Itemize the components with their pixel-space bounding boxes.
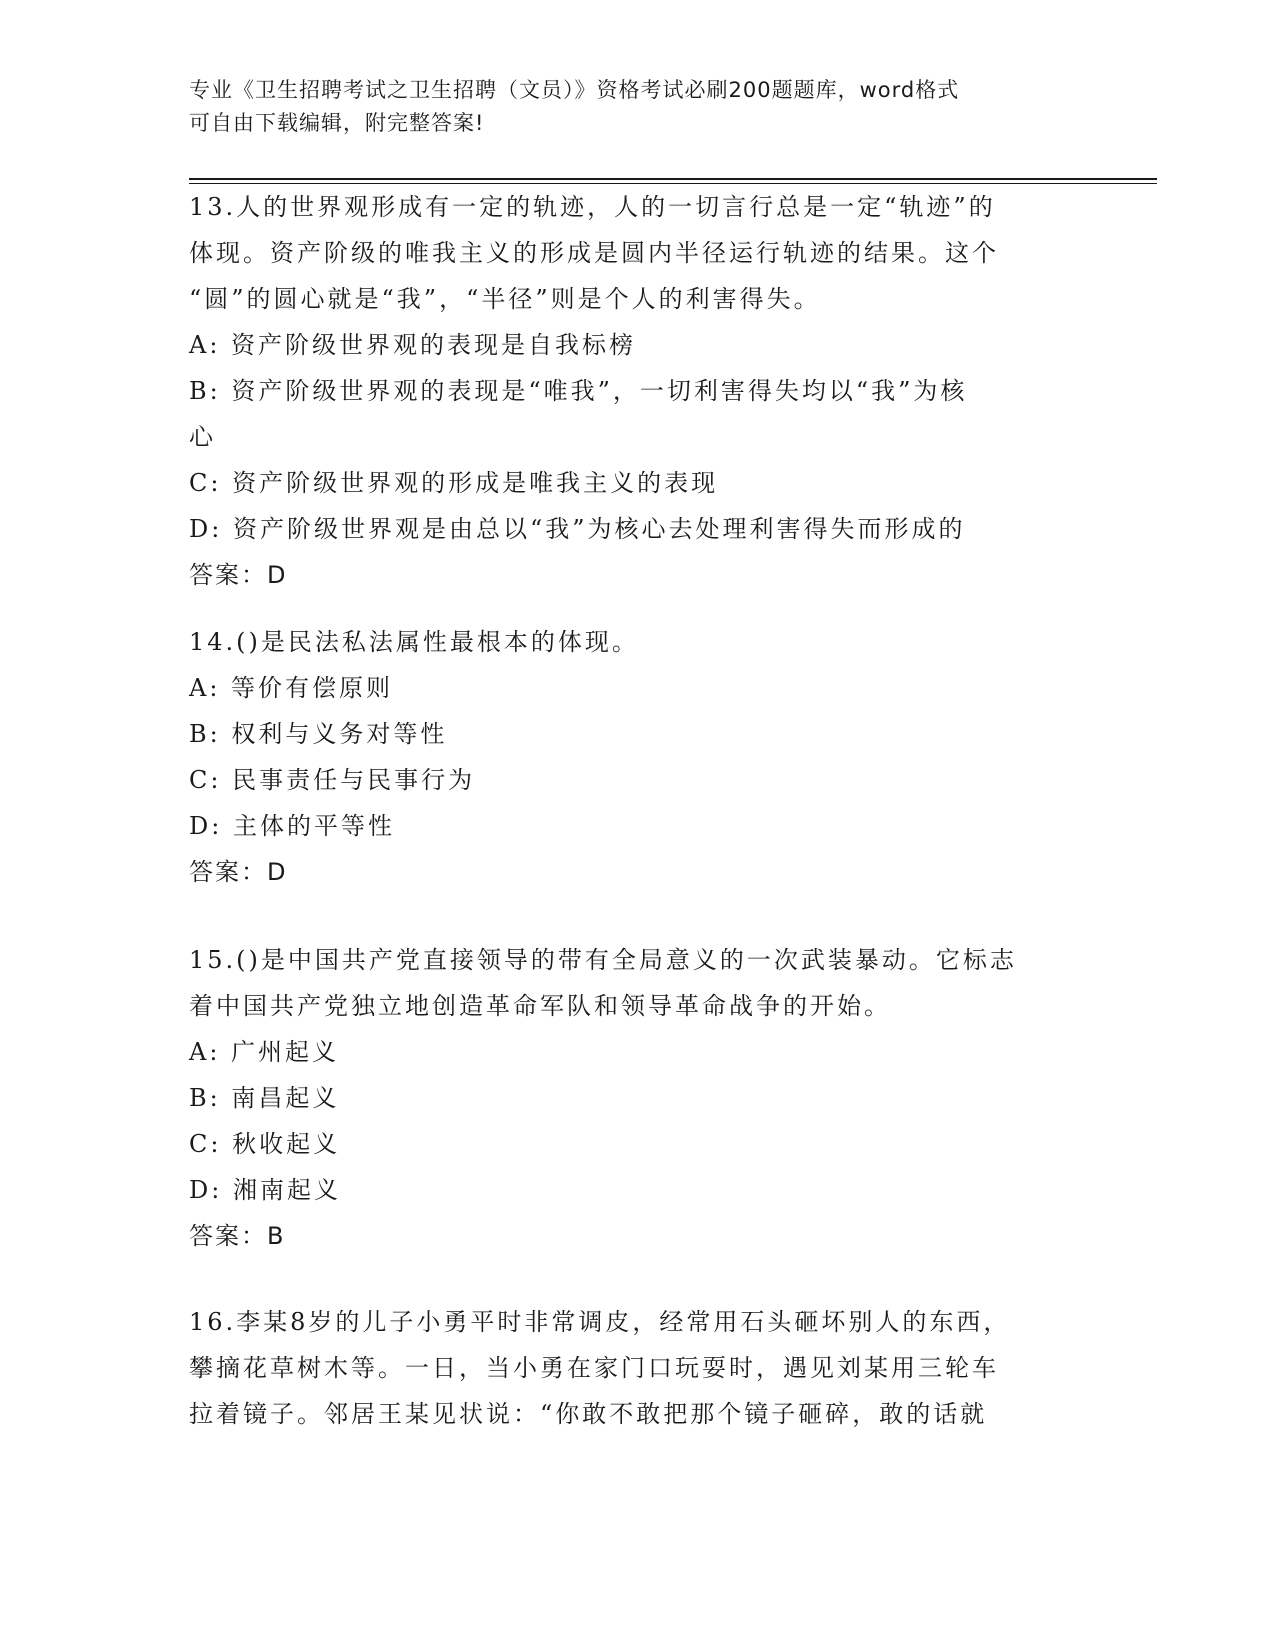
answer: 答案：B: [189, 1222, 286, 1250]
question-15: [189, 937, 1089, 1259]
question-stem-line: “圆”的圆心就是“我”，“半径”则是个人的利害得失。: [189, 285, 821, 313]
question-stem-line: 13.人的世界观形成有一定的轨迹，人的一切言行总是一定“轨迹”的: [189, 193, 996, 221]
option-d: D: 湘南起义: [189, 1176, 341, 1204]
option-a: A: 等价有偿原则: [189, 674, 394, 702]
option-b: B: 资产阶级世界观的表现是“唯我”，一切利害得失均以“我”为核: [189, 377, 968, 405]
question-stem-line: 15.()是中国共产党直接领导的带有全局意义的一次武装暴动。它标志: [189, 946, 1017, 974]
answer: 答案：D: [189, 858, 288, 886]
option-a: A: 广州起义: [189, 1038, 340, 1066]
header-line-1: 专业《卫生招聘考试之卫生招聘（文员）》资格考试必刷200题题库，word格式: [189, 78, 960, 102]
header-divider-thick: [189, 178, 1157, 180]
question-14: [189, 619, 1089, 895]
option-d: D: 资产阶级世界观是由总以“我”为核心去处理利害得失而形成的: [189, 515, 966, 543]
question-16: [189, 1299, 1089, 1437]
option-c: C: 资产阶级世界观的形成是唯我主义的表现: [189, 469, 719, 497]
question-stem-line: 拉着镜子。邻居王某见状说：“你敢不敢把那个镜子砸碎，敢的话就: [189, 1400, 988, 1428]
option-b: B: 南昌起义: [189, 1084, 340, 1112]
question-stem-line: 14.()是民法私法属性最根本的体现。: [189, 628, 639, 656]
question-13: [189, 184, 1089, 598]
question-stem-line: 攀摘花草树木等。一日，当小勇在家门口玩耍时，遇见刘某用三轮车: [189, 1354, 999, 1382]
option-b: B: 权利与义务对等性: [189, 720, 448, 748]
header-line-2: 可自由下载编辑，附完整答案!: [189, 111, 485, 135]
option-b-continued: 心: [189, 423, 216, 451]
option-a: A: 资产阶级世界观的表现是自我标榜: [189, 331, 637, 359]
question-stem-line: 16.李某8岁的儿子小勇平时非常调皮，经常用石头砸坏别人的东西，: [189, 1308, 1011, 1336]
question-stem-line: 体现。资产阶级的唯我主义的形成是圆内半径运行轨迹的结果。这个: [189, 239, 999, 267]
answer: 答案：D: [189, 561, 288, 589]
option-c: C: 秋收起义: [189, 1130, 341, 1158]
option-c: C: 民事责任与民事行为: [189, 766, 476, 794]
question-stem-line: 着中国共产党独立地创造革命军队和领导革命战争的开始。: [189, 992, 891, 1020]
option-d: D: 主体的平等性: [189, 812, 395, 840]
document-header: [189, 74, 1089, 140]
